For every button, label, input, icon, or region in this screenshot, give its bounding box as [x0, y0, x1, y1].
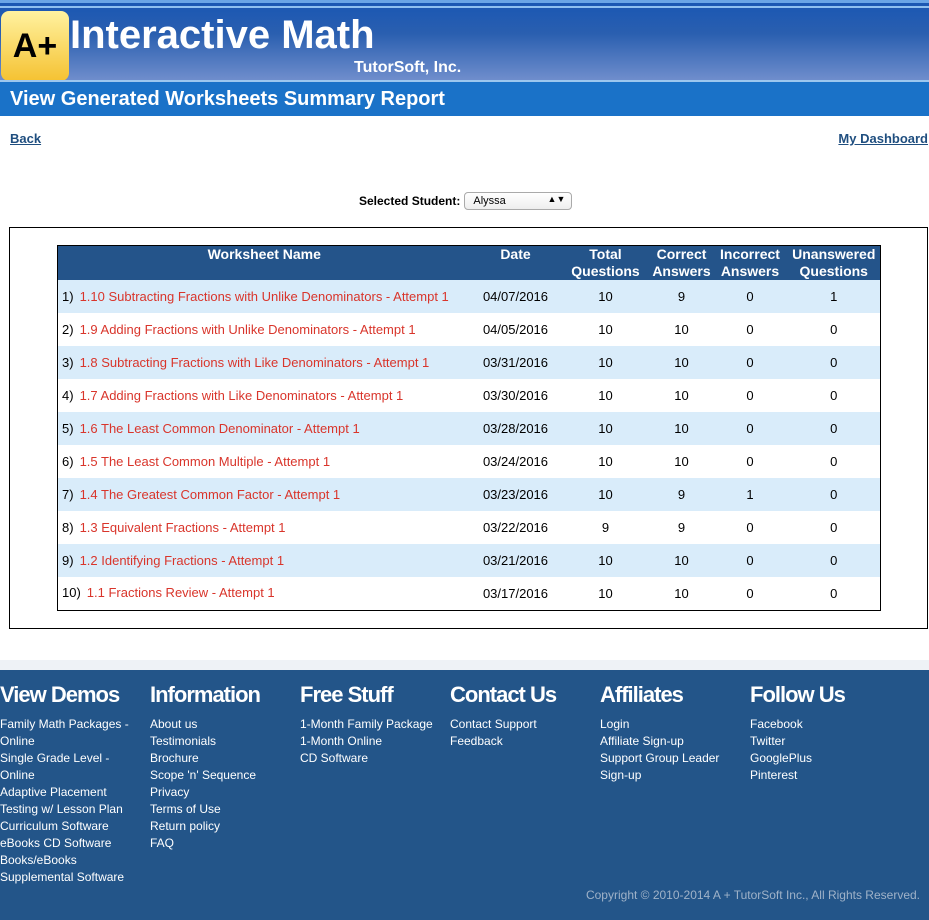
worksheet-link[interactable]: 1.9 Adding Fractions with Unlike Denominators - Attempt 1 [79, 321, 416, 337]
incorrect-cell: 0 [746, 322, 754, 337]
footer-link[interactable]: Adaptive Placement [0, 785, 107, 799]
site-subtitle: TutorSoft, Inc. [354, 59, 462, 76]
table-row [58, 346, 881, 379]
col-total: Total Questions [561, 246, 651, 281]
table-row [58, 379, 881, 412]
total-cell: 10 [561, 280, 651, 313]
footer-link[interactable]: CD Software [300, 751, 369, 765]
row-number: 9) [62, 552, 74, 568]
select-arrows-icon: ▲▼ [547, 194, 566, 204]
unanswered-cell: 0 [830, 520, 838, 535]
footer-column [750, 682, 895, 784]
date-cell: 03/28/2016 [471, 412, 561, 445]
worksheet-link[interactable]: 1.2 Identifying Fractions - Attempt 1 [79, 552, 285, 568]
footer-column [450, 682, 595, 750]
footer-heading: Affiliates [600, 682, 683, 707]
footer-link[interactable]: Contact Support [450, 717, 537, 731]
unanswered-cell: 0 [788, 478, 881, 511]
footer-link[interactable]: 1-Month Family Package [300, 717, 433, 731]
row-number: 10) [62, 585, 81, 601]
footer-link[interactable]: Testing w/ Lesson Plan [0, 802, 123, 816]
col-date: Date [471, 246, 561, 281]
worksheet-link[interactable]: 1.3 Equivalent Fractions - Attempt 1 [79, 519, 286, 535]
page-title: View Generated Worksheets Summary Report [10, 88, 445, 110]
total-cell: 10 [598, 585, 613, 601]
incorrect-cell: 0 [746, 454, 754, 469]
divider [0, 660, 929, 670]
correct-cell: 10 [674, 388, 689, 403]
total-cell: 10 [561, 412, 651, 445]
table-row [58, 544, 881, 577]
worksheet-cell [58, 346, 471, 379]
footer-link[interactable]: Curriculum Software [0, 819, 109, 833]
footer-link[interactable]: Feedback [450, 734, 503, 748]
correct-cell: 9 [677, 520, 686, 535]
worksheet-cell [58, 445, 471, 478]
incorrect-cell: 0 [713, 412, 788, 445]
footer-heading: View Demos [0, 682, 120, 707]
footer-column [150, 682, 295, 852]
worksheet-link[interactable]: 1.6 The Least Common Denominator - Attempt 1 [79, 420, 360, 436]
total-cell: 10 [598, 454, 613, 469]
incorrect-cell: 1 [713, 478, 788, 511]
footer-link[interactable]: Testimonials [150, 734, 217, 748]
footer-heading: Information [150, 682, 260, 707]
unanswered-cell: 0 [788, 412, 881, 445]
incorrect-cell: 0 [713, 346, 788, 379]
incorrect-cell: 0 [746, 585, 754, 601]
back-link[interactable]: Back [10, 131, 42, 146]
incorrect-cell: 0 [746, 520, 754, 535]
correct-cell: 10 [651, 544, 713, 577]
student-value: Alyssa [473, 195, 506, 207]
unanswered-cell: 1 [788, 280, 881, 313]
unanswered-cell: 0 [830, 388, 838, 403]
footer-column [300, 682, 445, 767]
worksheet-cell [58, 577, 471, 610]
footer-link[interactable]: Login [600, 717, 630, 731]
footer-link[interactable]: Privacy [150, 785, 190, 799]
footer-link[interactable]: Supplemental Software [0, 870, 125, 884]
site-title: Interactive Math [70, 13, 375, 57]
date-cell: 03/17/2016 [482, 585, 549, 601]
footer-link[interactable]: Family Math Packages - Online [0, 717, 129, 748]
footer-column [600, 682, 745, 784]
row-number: 8) [62, 519, 74, 535]
col-unanswered: Unanswered Questions [788, 246, 881, 281]
student-selector [359, 192, 572, 210]
table-row [58, 280, 881, 313]
footer-link[interactable]: Terms of Use [150, 802, 221, 816]
copyright: Copyright © 2010-2014 A + TutorSoft Inc., All Rights Reserved. [585, 888, 920, 902]
col-incorrect: Incorrect Answers [713, 246, 788, 281]
footer-link[interactable]: Facebook [750, 717, 803, 731]
row-number: 7) [62, 486, 74, 502]
worksheet-cell [58, 544, 471, 577]
correct-cell: 10 [651, 346, 713, 379]
footer-link[interactable]: Scope 'n' Sequence [150, 768, 256, 782]
worksheets-table [57, 245, 881, 611]
date-cell: 03/23/2016 [471, 478, 561, 511]
table-row [58, 577, 881, 610]
date-cell: 03/30/2016 [482, 388, 549, 403]
row-number: 5) [62, 420, 74, 436]
worksheet-link[interactable]: 1.1 Fractions Review - Attempt 1 [86, 585, 275, 601]
table-row [58, 445, 881, 478]
table-row [58, 412, 881, 445]
report-panel [9, 227, 928, 629]
table-row [58, 478, 881, 511]
footer-heading: Follow Us [750, 682, 845, 707]
row-number: 3) [62, 354, 74, 370]
total-cell: 10 [561, 346, 651, 379]
footer-link[interactable]: Brochure [150, 751, 199, 765]
table-row [58, 313, 881, 346]
page-title-bar [0, 80, 929, 116]
total-cell: 10 [598, 388, 613, 403]
worksheet-cell [58, 478, 471, 511]
unanswered-cell: 0 [830, 454, 838, 469]
row-number: 2) [62, 321, 74, 337]
correct-cell: 9 [651, 478, 713, 511]
row-number: 4) [62, 387, 74, 403]
footer-link[interactable]: Return policy [150, 819, 221, 833]
total-cell: 9 [601, 520, 610, 535]
total-cell: 10 [561, 478, 651, 511]
correct-cell: 9 [651, 280, 713, 313]
footer-link[interactable]: Single Grade Level - Online [0, 751, 110, 782]
col-correct: Correct Answers [652, 246, 711, 279]
correct-cell: 10 [674, 454, 689, 469]
correct-cell: 10 [651, 412, 713, 445]
worksheet-link[interactable]: 1.8 Subtracting Fractions with Like Denominators - Attempt 1 [79, 354, 430, 370]
total-cell: 10 [561, 544, 651, 577]
footer [0, 670, 929, 920]
logo: A+ [1, 11, 69, 81]
footer-link[interactable]: Books/eBooks [0, 853, 77, 867]
unanswered-cell: 0 [830, 322, 838, 337]
worksheet-cell [58, 280, 471, 313]
incorrect-cell: 0 [713, 280, 788, 313]
worksheet-cell [58, 511, 471, 544]
incorrect-cell: 0 [713, 544, 788, 577]
unanswered-cell: 0 [788, 544, 881, 577]
total-cell: 10 [598, 322, 613, 337]
footer-link[interactable]: Affiliate Sign-up [600, 734, 684, 748]
date-cell: 04/07/2016 [471, 280, 561, 313]
worksheet-link[interactable]: 1.7 Adding Fractions with Like Denominators - Attempt 1 [79, 387, 404, 403]
dashboard-link[interactable]: My Dashboard [838, 131, 928, 146]
footer-heading: Free Stuff [300, 682, 393, 707]
footer-link[interactable]: FAQ [150, 836, 175, 850]
unanswered-cell: 0 [788, 346, 881, 379]
date-cell: 03/22/2016 [482, 520, 549, 535]
worksheet-cell [58, 379, 471, 412]
correct-cell: 10 [674, 585, 689, 601]
footer-link[interactable]: Twitter [750, 734, 786, 748]
row-number: 6) [62, 453, 74, 469]
correct-cell: 10 [674, 322, 689, 337]
col-worksheet-name: Worksheet Name [58, 246, 471, 281]
footer-link[interactable]: GooglePlus [750, 751, 813, 765]
footer-link[interactable]: Support Group Leader Sign-up [600, 751, 720, 782]
footer-column [0, 682, 145, 886]
footer-link[interactable]: 1-Month Online [300, 734, 383, 748]
table-row [58, 511, 881, 544]
worksheet-cell [58, 313, 471, 346]
footer-link[interactable]: Pinterest [750, 768, 798, 782]
site-header [0, 0, 929, 80]
unanswered-cell: 0 [830, 585, 838, 601]
date-cell: 03/21/2016 [471, 544, 561, 577]
incorrect-cell: 0 [746, 388, 754, 403]
worksheet-link[interactable]: 1.10 Subtracting Fractions with Unlike Denominators - Attempt 1 [79, 288, 449, 304]
footer-heading: Contact Us [450, 682, 557, 707]
date-cell: 04/05/2016 [482, 322, 549, 337]
footer-link[interactable]: eBooks CD Software [0, 836, 112, 850]
student-select[interactable] [464, 192, 572, 210]
row-number: 1) [62, 288, 74, 304]
date-cell: 03/31/2016 [471, 346, 561, 379]
worksheet-link[interactable]: 1.4 The Greatest Common Factor - Attempt 1 [79, 486, 341, 502]
footer-link[interactable]: About us [150, 717, 198, 731]
worksheet-cell [58, 412, 471, 445]
date-cell: 03/24/2016 [482, 454, 549, 469]
worksheet-link[interactable]: 1.5 The Least Common Multiple - Attempt 1 [79, 453, 331, 469]
student-label: Selected Student: [359, 194, 461, 208]
